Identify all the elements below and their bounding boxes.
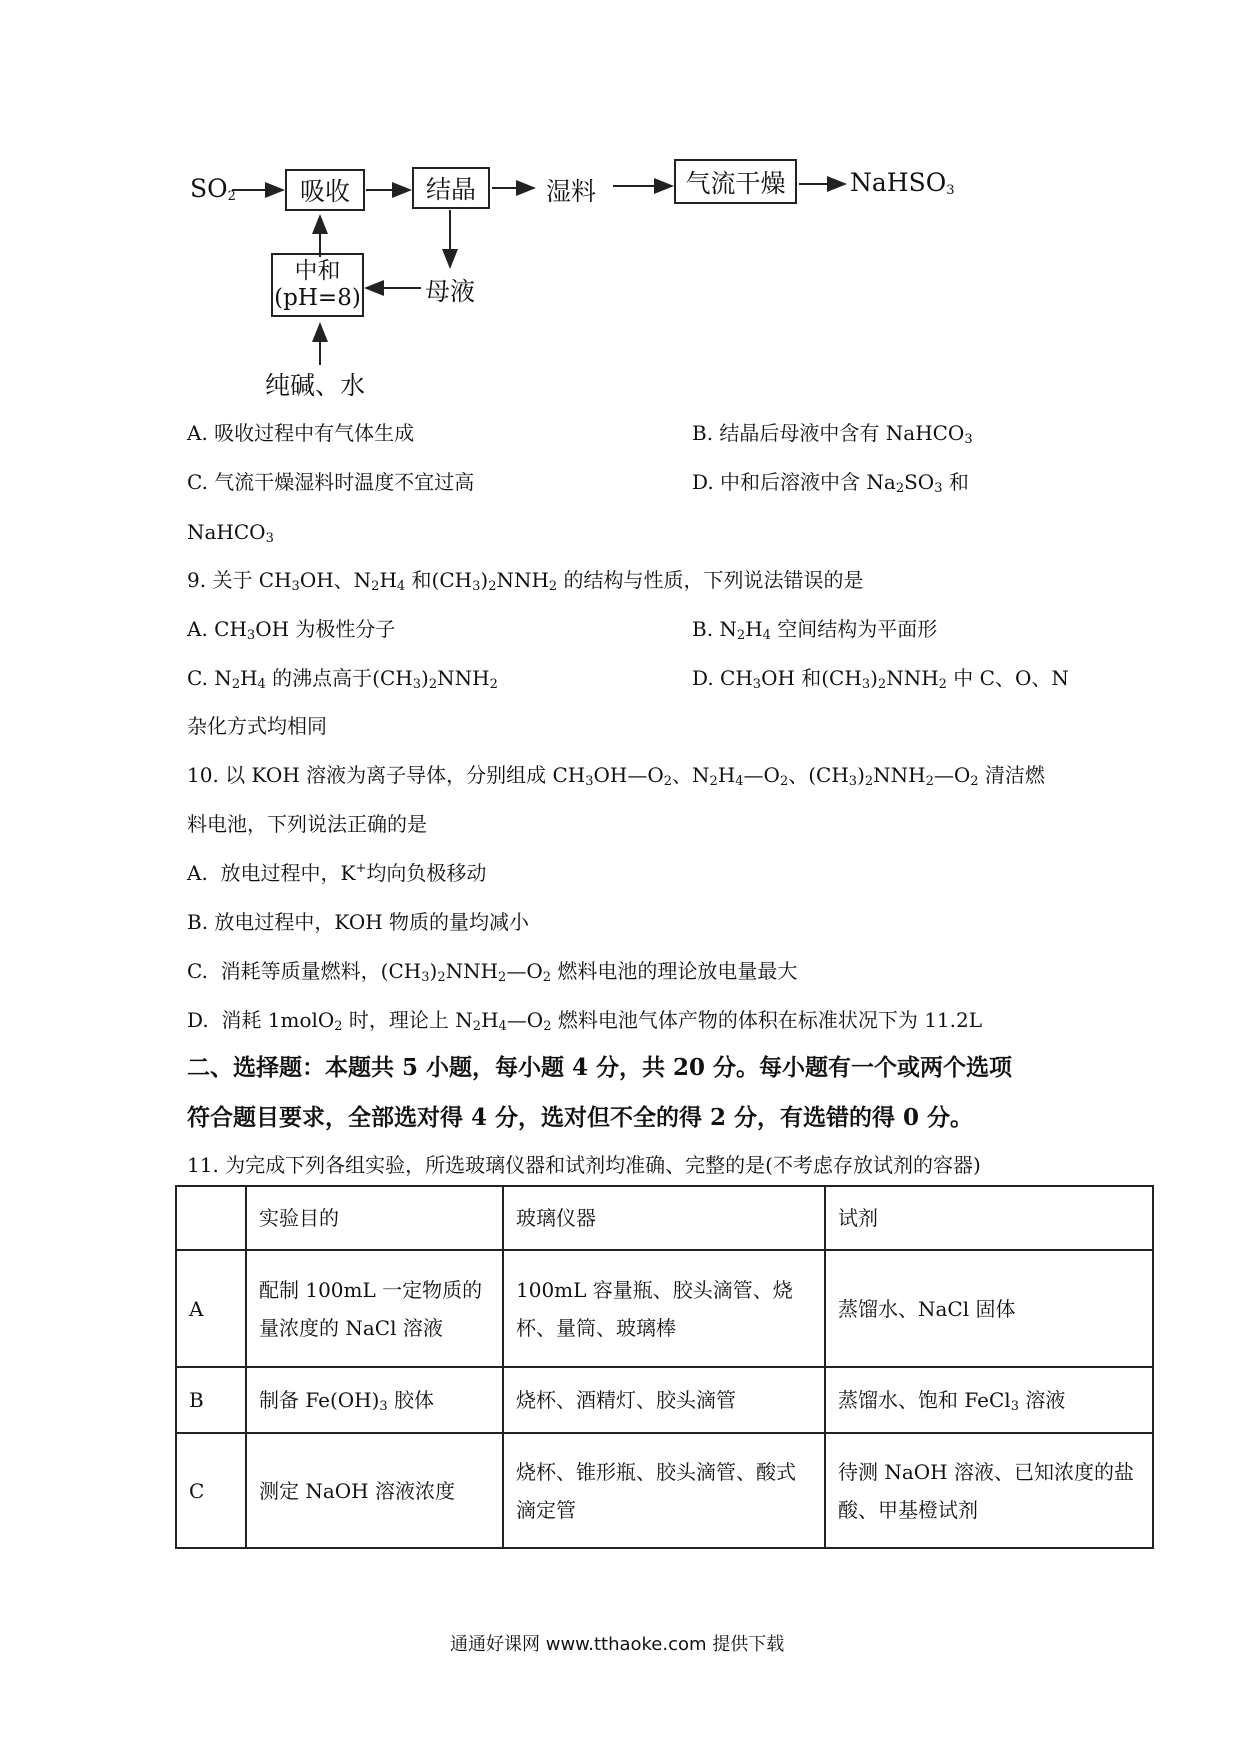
table-row xyxy=(176,1433,1153,1548)
wet-label: 湿料 xyxy=(546,177,597,206)
table-header-row xyxy=(176,1186,1153,1250)
q9-option-b: B. $N_2H_4$ 空间结构为平面形 xyxy=(692,617,938,643)
table-cell: 配制 100mL 一定物质的量浓度的 NaCl 溶液 xyxy=(246,1250,503,1367)
section2-heading-1: 二、选择题：本题共 5 小题，每小题 4 分，共 20 分。每小题有一个或两个选项 xyxy=(187,1054,1013,1081)
q8-option-b: B. 结晶后母液中含有 NaHCO$_3$ xyxy=(692,421,973,447)
section2-heading-2: 符合题目要求，全部选对得 4 分，选对但不全的得 2 分，有选错的得 0 分。 xyxy=(187,1104,974,1131)
q10-option-a: A. 放电过程中，K+均向负极移动 xyxy=(187,861,487,885)
q10-stem-1: 10. 以 KOH 溶液为离子导体，分别组成 $CH_3OH—O_2$、$N_2H_4—O_2$、$(CH_3)_2NNH_2—O_2$ 清洁燃 xyxy=(187,763,1045,789)
experiment-table xyxy=(175,1185,1154,1549)
q11-stem: 11. 为完成下列各组实验，所选玻璃仪器和试剂均准确、完整的是(不考虑存放试剂的容器) xyxy=(187,1153,981,1177)
q8-option-d-cont: NaHCO$_3$ xyxy=(187,520,274,546)
absorb-box: 吸收 xyxy=(285,169,365,211)
q9-option-c: C. $N_2H_4$ 的沸点高于$(CH_3)_2NNH_2$ xyxy=(187,666,498,692)
q10-option-b: B. 放电过程中，KOH 物质的量均减小 xyxy=(187,910,530,934)
table-cell: 蒸馏水、NaCl 固体 xyxy=(825,1250,1153,1367)
neutral-label-1: 中和 xyxy=(294,258,341,284)
reagents-label: 纯碱、水 xyxy=(265,371,366,400)
row-label: B xyxy=(176,1367,246,1433)
row-label: A xyxy=(176,1250,246,1367)
flow-arrows xyxy=(0,0,1240,420)
q8-option-d: D. 中和后溶液中含 $Na_2SO_3$ 和 xyxy=(692,470,969,496)
table-cell: 烧杯、锥形瓶、胶头滴管、酸式滴定管 xyxy=(503,1433,825,1548)
mother-liquor-label: 母液 xyxy=(425,277,476,306)
table-cell: 测定 NaOH 溶液浓度 xyxy=(246,1433,503,1548)
page-footer: 通通好课网 www.tthaoke.com 提供下载 xyxy=(450,1634,785,1655)
crystal-box: 结晶 xyxy=(412,167,490,209)
q8-option-a: A. 吸收过程中有气体生成 xyxy=(187,421,415,445)
header-cell xyxy=(176,1186,246,1250)
table-cell: 制备 $Fe(OH)_3$ 胶体 xyxy=(246,1367,503,1433)
table-cell: 待测 NaOH 溶液、已知浓度的盐酸、甲基橙试剂 xyxy=(825,1433,1153,1548)
q10-option-c: C. 消耗等质量燃料，$(CH_3)_2NNH_2—O_2$ 燃料电池的理论放电量最大 xyxy=(187,959,798,985)
q10-option-d: D. 消耗 1molO$_2$ 时，理论上 $N_2H_4—O_2$ 燃料电池气体产物的体积在标准状况下为 11.2L xyxy=(187,1008,983,1034)
neutral-label-2: (pH=8) xyxy=(274,285,361,311)
table-cell: 100mL 容量瓶、胶头滴管、烧杯、量筒、玻璃棒 xyxy=(503,1250,825,1367)
q10-stem-2: 料电池，下列说法正确的是 xyxy=(187,812,427,836)
table-row xyxy=(176,1250,1153,1367)
neutral-box xyxy=(271,253,364,317)
q8-option-c: C. 气流干燥湿料时温度不宜过高 xyxy=(187,470,475,494)
table-cell: 蒸馏水、饱和 FeCl$_3$ 溶液 xyxy=(825,1367,1153,1433)
q9-option-d-cont: 杂化方式均相同 xyxy=(187,714,327,738)
header-cell: 玻璃仪器 xyxy=(503,1186,825,1250)
q9-option-a: A. $CH_3OH$ 为极性分子 xyxy=(187,617,396,643)
dry-box: 气流干燥 xyxy=(674,159,797,204)
row-label: C xyxy=(176,1433,246,1548)
header-cell: 实验目的 xyxy=(246,1186,503,1250)
header-cell: 试剂 xyxy=(825,1186,1153,1250)
q9-stem: 9. 关于 $CH_3OH$、$N_2H_4$ 和$(CH_3)_2NNH_2$ 的结构与性质，下列说法错误的是 xyxy=(187,568,864,594)
table-row xyxy=(176,1367,1153,1433)
so2-label: $SO_2$ xyxy=(190,174,236,204)
q9-option-d: D. $CH_3OH$ 和$(CH_3)_2NNH_2$ 中 C、O、N xyxy=(692,666,1069,692)
product-label: NaHSO$_3$ xyxy=(850,168,955,198)
table-cell: 烧杯、酒精灯、胶头滴管 xyxy=(503,1367,825,1433)
